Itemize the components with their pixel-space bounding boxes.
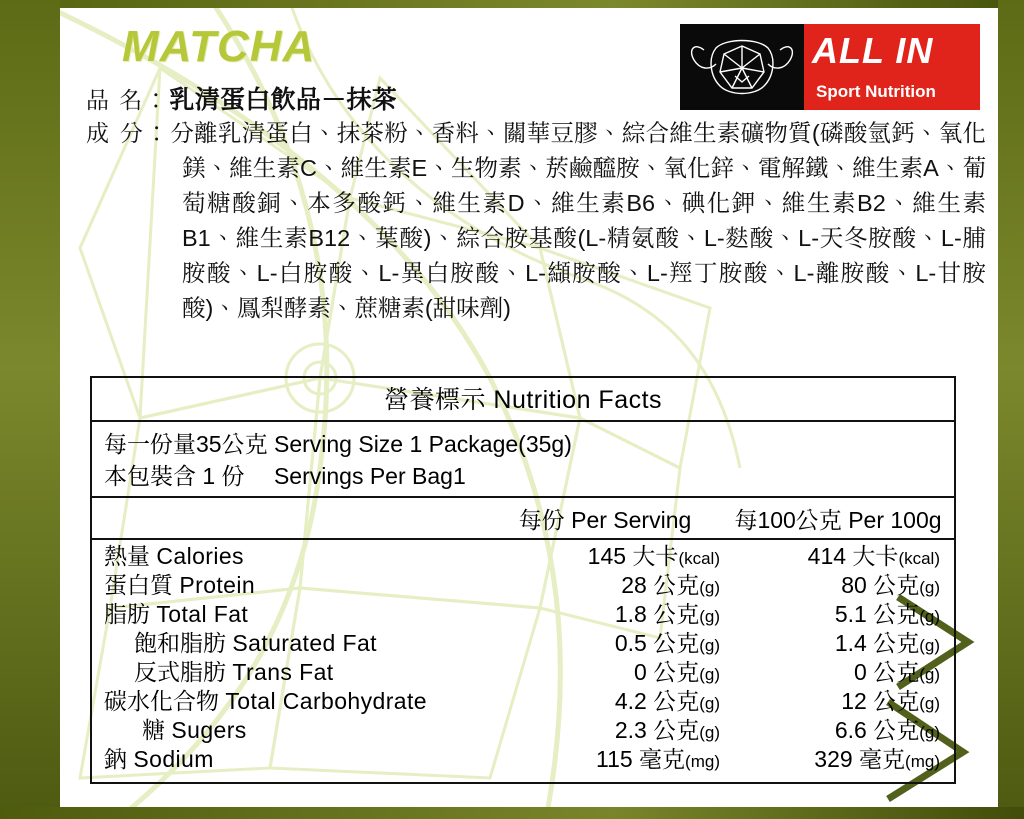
nutrition-row-per-100g: 329 毫克(mg) <box>814 746 940 772</box>
serving-size-line: 每一份量35公克 Serving Size 1 Package(35g) <box>104 431 572 457</box>
nutrition-row-label: 飽和脂肪 Saturated Fat <box>134 630 377 656</box>
product-name-value: 乳清蛋白飲品－抹茶 <box>169 86 398 114</box>
nutrition-row-per-serving: 0 公克(g) <box>634 659 720 685</box>
nutrition-row-per-serving: 145 大卡(kcal) <box>587 543 720 569</box>
label-card <box>60 8 998 807</box>
ingredients-value: 分離乳清蛋白、抹茶粉、香料、關華豆膠、綜合維生素礦物質(磷酸氫鈣、氧化鎂、維生素C、維生素E、生物素、菸鹼醯胺、氧化鋅、電解鐵、維生素A、葡萄糖酸銅、本多酸鈣、維生素D、維生素B6、碘化鉀、維生素B2、維生素B1、維生素B12、葉酸)、綜合胺基酸(L-精氨酸、L-麩酸、L-天冬胺酸、L-脯胺酸、L-白胺酸、L-異白胺酸、L-纈胺酸、L-羥丁胺酸、L-離胺酸、L-甘胺酸)、鳳梨酵素、蔗糖素(甜味劑) <box>170 120 986 321</box>
nutrition-row-per-serving: 4.2 公克(g) <box>614 688 720 714</box>
nutrition-row-label: 反式脂肪 Trans Fat <box>134 659 334 685</box>
nutrition-rows <box>90 542 956 774</box>
nutrition-row-per-100g: 0 公克(g) <box>854 659 940 685</box>
nutrition-row <box>90 629 956 658</box>
nutrition-row <box>90 571 956 600</box>
nutrition-row-per-100g: 5.1 公克(g) <box>834 601 940 627</box>
nutrition-row <box>90 745 956 774</box>
column-header-per-serving: 每份 Per Serving <box>518 507 692 533</box>
nutrition-row-label: 鈉 Sodium <box>104 746 214 772</box>
column-header-per-100g: 每100公克 Per 100g <box>734 507 942 533</box>
nutrition-row-per-serving: 115 毫克(mg) <box>595 746 720 772</box>
nutrition-row-label: 脂肪 Total Fat <box>104 601 249 627</box>
ingredients-label: 成 分： <box>86 120 171 146</box>
product-name-line <box>86 84 976 117</box>
product-flavor-title: MATCHA <box>122 22 316 71</box>
nutrition-row-per-100g: 6.6 公克(g) <box>834 717 940 743</box>
frame-right-edge <box>998 0 1024 819</box>
nutrition-divider-2 <box>90 496 956 498</box>
nutrition-row-per-100g: 12 公克(g) <box>841 688 940 714</box>
nutrition-row <box>90 600 956 629</box>
ingredients-block <box>86 116 986 326</box>
nutrition-divider-1 <box>90 420 956 422</box>
serving-info <box>104 428 572 492</box>
nutrition-row <box>90 542 956 571</box>
nutrition-row-per-100g: 414 大卡(kcal) <box>807 543 940 569</box>
frame-left-edge <box>0 0 60 819</box>
nutrition-row-per-serving: 2.3 公克(g) <box>614 717 720 743</box>
frame-top-edge <box>0 0 1024 8</box>
nutrition-row <box>90 658 956 687</box>
nutrition-row <box>90 687 956 716</box>
product-name-label: 品 名： <box>86 87 170 113</box>
nutrition-row-per-serving: 1.8 公克(g) <box>614 601 720 627</box>
nutrition-facts-title: 營養標示 Nutrition Facts <box>383 386 663 414</box>
nutrition-row-label: 碳水化合物 Total Carbohydrate <box>104 688 427 714</box>
frame-bottom-edge <box>0 807 1024 819</box>
logo-tagline-text: Sport Nutrition <box>816 82 936 101</box>
servings-per-bag-line: 本包裝含 1 份 Servings Per Bag1 <box>104 463 466 489</box>
nutrition-row <box>90 716 956 745</box>
nutrition-divider-3 <box>90 538 956 540</box>
nutrition-row-per-100g: 80 公克(g) <box>841 572 940 598</box>
logo-brand-text: ALL IN <box>812 30 934 71</box>
nutrition-row-per-serving: 0.5 公克(g) <box>614 630 720 656</box>
nutrition-row-per-100g: 1.4 公克(g) <box>834 630 940 656</box>
nutrition-row-label: 蛋白質 Protein <box>104 572 256 598</box>
nutrition-row-label: 糖 Sugers <box>142 717 247 743</box>
nutrition-row-label: 熱量 Calories <box>104 543 244 569</box>
nutrition-row-per-serving: 28 公克(g) <box>621 572 720 598</box>
